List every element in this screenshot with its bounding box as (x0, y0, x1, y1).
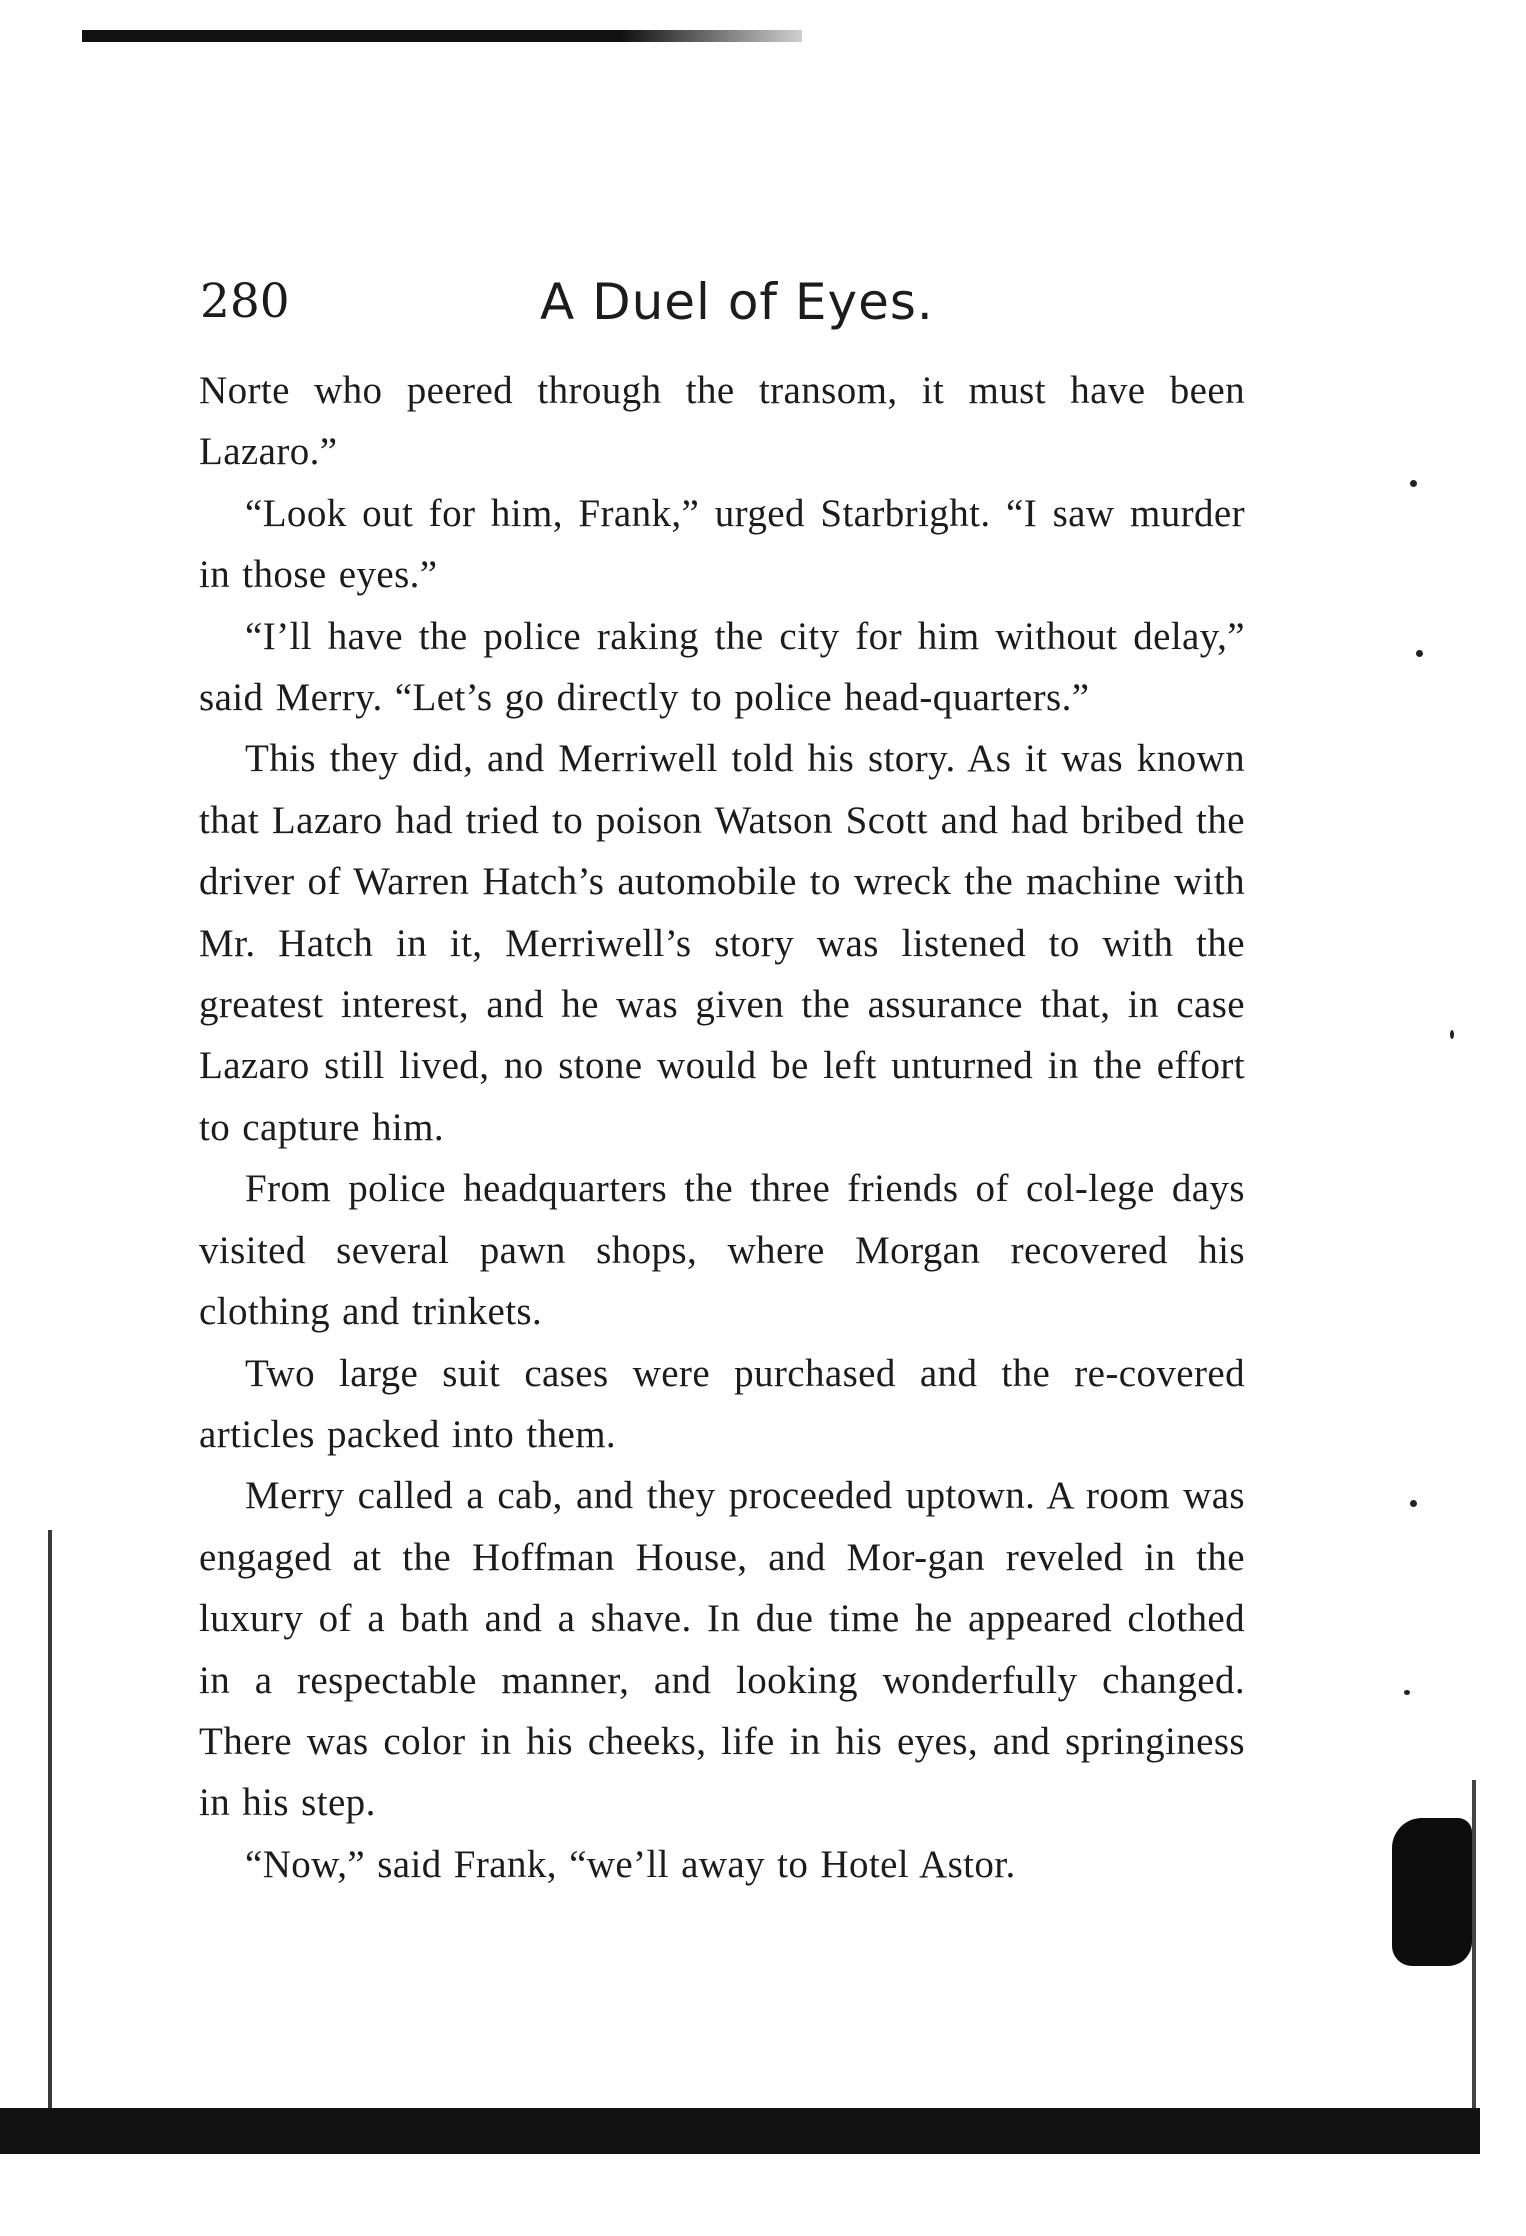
scan-speck (1416, 650, 1423, 657)
page-number: 280 (200, 274, 290, 329)
scan-speck (1450, 1030, 1454, 1039)
paragraph: From police headquarters the three friends of col-lege days visited several pawn shops, where Morgan recovered his clothing and trinkets. (199, 1167, 1245, 1334)
scan-speck (1404, 1690, 1410, 1695)
scan-speck (1410, 1500, 1417, 1507)
scan-left-edge-mark (48, 1530, 52, 2120)
paragraph: “Look out for him, Frank,” urged Starbright. “I saw murder in those eyes.” (199, 491, 1245, 597)
paragraph: “I’ll have the police raking the city for him without delay,” said Merry. “Let’s go directly to police head-quarters.” (199, 614, 1245, 720)
scan-bottom-edge-mark (0, 2108, 1480, 2154)
scan-smudge-mark (1392, 1818, 1472, 1966)
paragraph: Two large suit cases were purchased and the re-covered articles packed into them. (199, 1351, 1245, 1456)
paragraph: “Now,” said Frank, “we’ll away to Hotel Astor. (245, 1842, 1016, 1886)
paragraph: Merry called a cab, and they proceeded uptown. A room was engaged at the Hoffman House, and Mor-gan reveled in the luxury of a bath and a shave. In due time he appeared clothed in a respectable manner, and looking wonderfully changed. There was color in his cheeks, life in his eyes, and springiness in his step. (199, 1474, 1245, 1825)
page-body (199, 360, 1245, 1895)
scan-speck (1410, 480, 1417, 487)
running-title: A Duel of Eyes. (540, 273, 934, 331)
paragraph: Norte who peered through the transom, it must have been Lazaro.” (199, 369, 1245, 474)
scan-right-edge-mark (1472, 1780, 1476, 2140)
paragraph: This they did, and Merriwell told his story. As it was known that Lazaro had tried to poison Watson Scott and had bribed the driver of Warren Hatch’s automobile to wreck the machine with Mr. Hatch in it, Merriwell’s story was listened to with the greatest interest, and he was given the assurance that, in case Lazaro still lived, no stone would be left unturned in the effort to capture him. (199, 737, 1245, 1149)
running-head (200, 262, 1250, 342)
scan-top-edge-mark (82, 30, 802, 42)
